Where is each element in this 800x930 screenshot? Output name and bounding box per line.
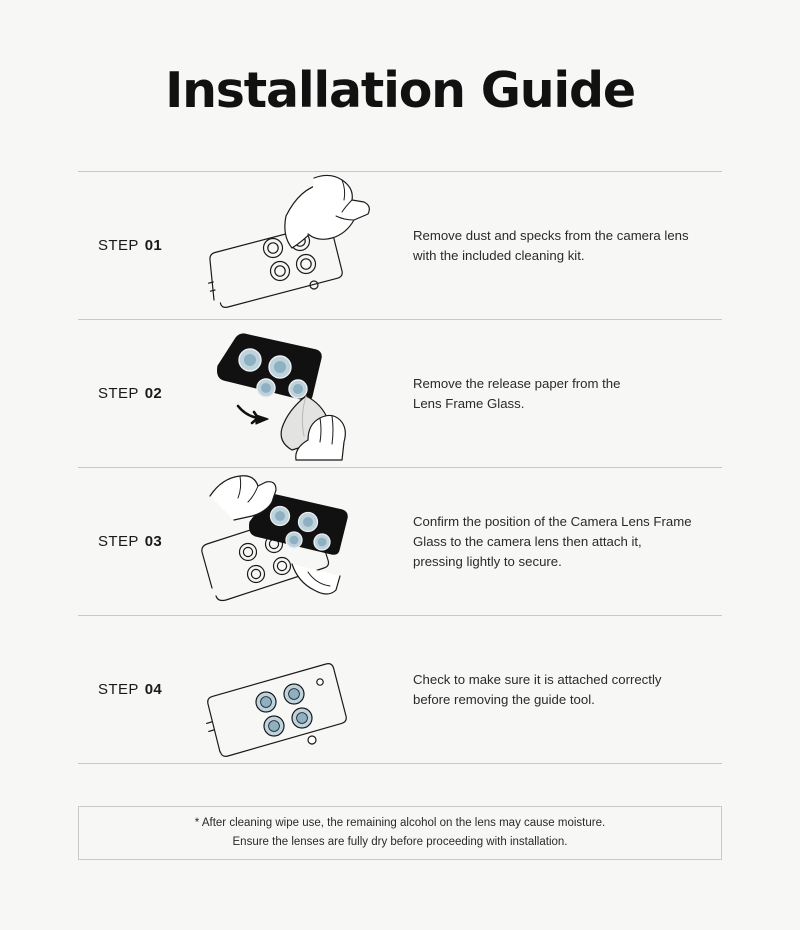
step-text-line: pressing lightly to secure. (413, 553, 562, 569)
step-text-02 (391, 374, 722, 414)
step-text-line: Check to make sure it is attached correctly (413, 671, 662, 687)
step-word: STEP (98, 385, 139, 402)
step-text-line: before removing the guide tool. (413, 691, 595, 707)
step-label-01 (78, 237, 196, 254)
page-title: Installation Guide (165, 62, 635, 119)
step-label-02 (78, 385, 196, 402)
steps-list (78, 171, 722, 764)
step-word: STEP (98, 237, 139, 254)
step-word: STEP (98, 681, 139, 698)
step-text-line: Glass to the camera lens then attach it, (413, 533, 642, 549)
step-text-line: Remove dust and specks from the camera lens (413, 227, 689, 243)
footnote-line: Ensure the lenses are fully dry before proceeding with installation. (232, 836, 568, 848)
step-illustration-04 (196, 616, 391, 764)
step-label-04 (78, 681, 196, 698)
step-word: STEP (98, 533, 139, 550)
step-row (78, 320, 722, 468)
step-text-01 (391, 226, 722, 266)
step-text-line: Remove the release paper from the (413, 375, 621, 391)
step-text-line: Confirm the position of the Camera Lens Frame (413, 513, 692, 529)
step-row (78, 468, 722, 616)
step-illustration-01 (196, 172, 391, 320)
step-number: 04 (144, 681, 162, 698)
footnote-box (78, 806, 722, 860)
step-number: 01 (144, 237, 162, 254)
step-row (78, 616, 722, 764)
step-text-line: Lens Frame Glass. (413, 395, 525, 411)
step-row (78, 172, 722, 320)
step-illustration-02 (196, 320, 391, 468)
step-text-03 (391, 512, 722, 572)
step-text-04 (391, 670, 722, 710)
step-number: 03 (144, 533, 162, 550)
step-number: 02 (144, 385, 162, 402)
step-illustration-03 (196, 468, 391, 616)
step-text-line: with the included cleaning kit. (413, 247, 585, 263)
step-label-03 (78, 533, 196, 550)
footnote-line: * After cleaning wipe use, the remaining alcohol on the lens may cause moisture. (194, 817, 606, 829)
